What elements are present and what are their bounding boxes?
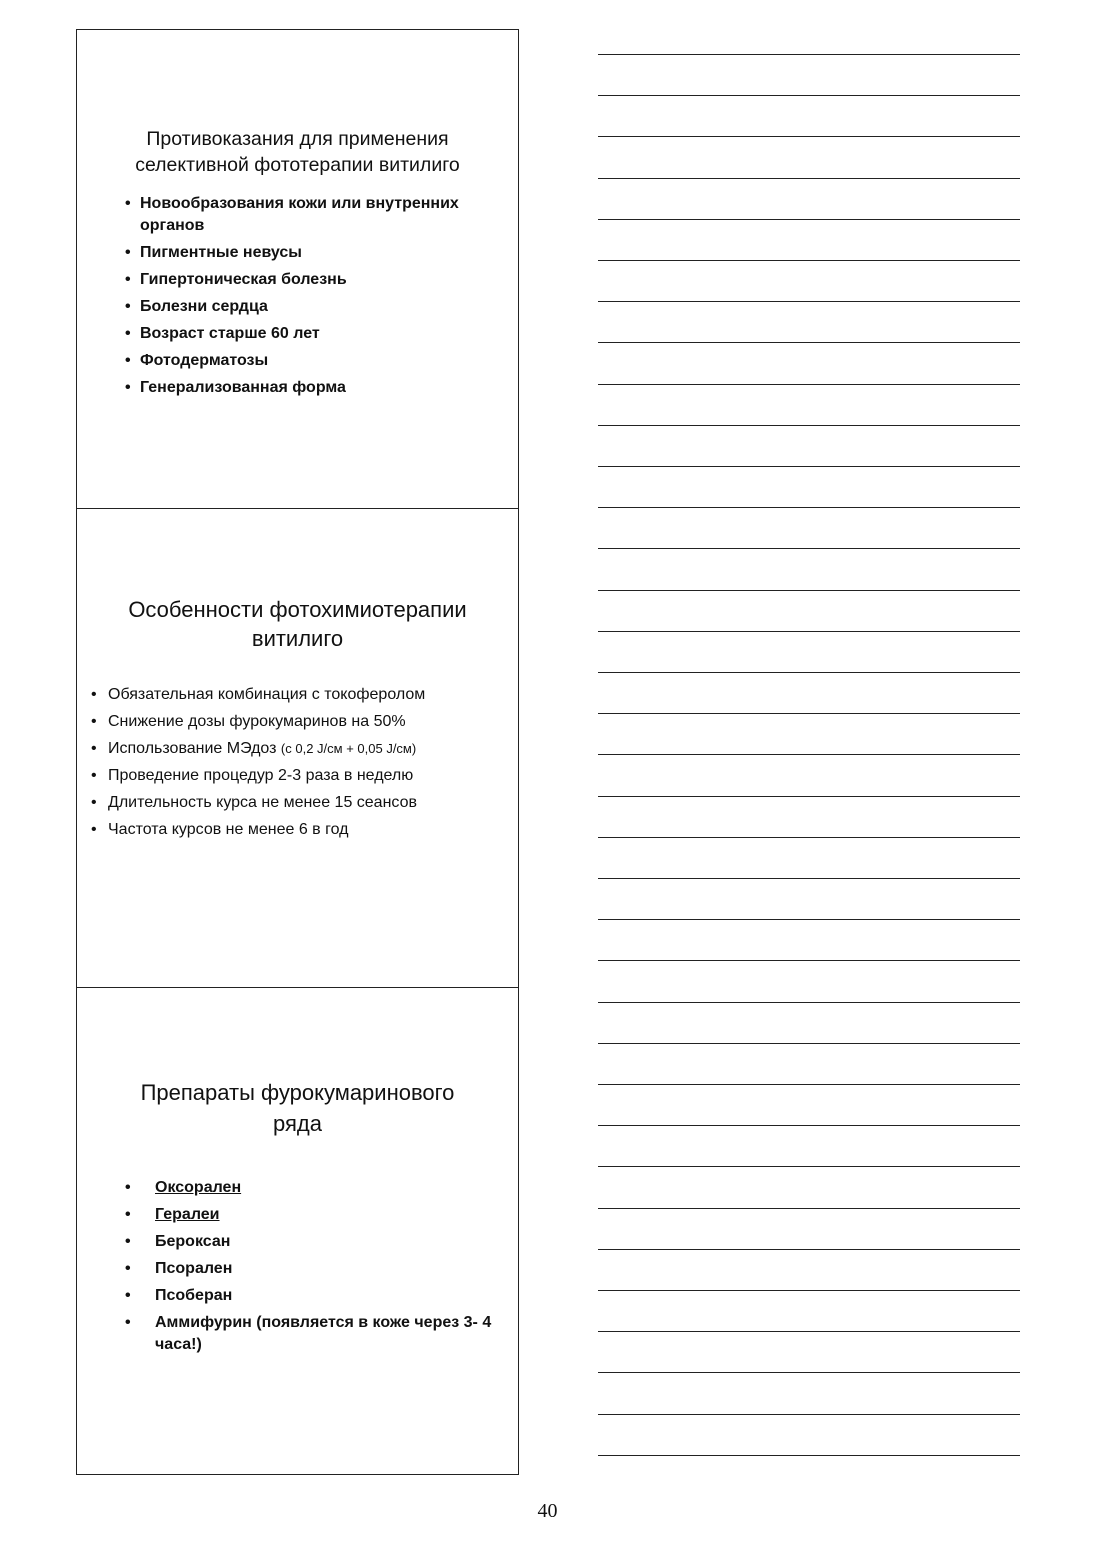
note-line bbox=[598, 919, 1020, 920]
bullet-icon: • bbox=[125, 271, 131, 288]
note-line bbox=[598, 507, 1020, 508]
note-line bbox=[598, 1372, 1020, 1373]
list-item bbox=[91, 819, 511, 841]
list-item-text: Частота курсов не менее 6 в год bbox=[108, 821, 349, 838]
title-line: витилиго bbox=[251, 626, 344, 651]
bullet-icon: • bbox=[125, 195, 131, 212]
title-line: Препараты фурокумаринового bbox=[140, 1080, 455, 1105]
list-item bbox=[125, 242, 495, 264]
list-item bbox=[125, 1231, 505, 1253]
note-line bbox=[598, 754, 1020, 755]
list-item bbox=[125, 1285, 505, 1307]
note-line bbox=[598, 796, 1020, 797]
bullet-icon: • bbox=[91, 740, 97, 757]
list-item-text: Оксорален bbox=[155, 1179, 242, 1196]
slide-photochemotherapy bbox=[77, 509, 518, 988]
bullet-icon: • bbox=[125, 1233, 131, 1250]
slide-title bbox=[77, 1077, 518, 1139]
bullet-icon: • bbox=[91, 713, 97, 730]
list-item bbox=[125, 1312, 505, 1356]
note-line bbox=[598, 1002, 1020, 1003]
note-line bbox=[598, 260, 1020, 261]
bullet-icon: • bbox=[125, 1287, 131, 1304]
list-item-text: Снижение дозы фурокумаринов на 50% bbox=[108, 713, 406, 730]
list-item bbox=[125, 323, 495, 345]
list-item bbox=[125, 269, 495, 291]
note-line bbox=[598, 837, 1020, 838]
bullet-icon: • bbox=[125, 352, 131, 369]
list-item-text: Использование МЭдоз bbox=[108, 740, 277, 757]
dose-note: (с 0,2 J/см + 0,05 J/см) bbox=[280, 741, 417, 756]
bullet-icon: • bbox=[91, 794, 97, 811]
bullet-icon: • bbox=[125, 298, 131, 315]
list-item bbox=[125, 377, 495, 399]
list-item bbox=[125, 350, 495, 372]
bullet-icon: • bbox=[125, 244, 131, 261]
list-item-text: Проведение процедур 2-3 раза в неделю bbox=[108, 767, 414, 784]
slide-contraindications bbox=[77, 30, 518, 509]
bullet-icon: • bbox=[91, 821, 97, 838]
note-line bbox=[598, 1290, 1020, 1291]
list-item bbox=[91, 711, 511, 733]
list-item-text: Аммифурин (появляется в коже через 3- 4 часа!) bbox=[155, 1314, 492, 1353]
list-item bbox=[91, 738, 511, 760]
list-item bbox=[125, 1258, 505, 1280]
list-item-text: Пигментные невусы bbox=[140, 244, 302, 261]
list-item-text: Длительность курса не менее 15 сеансов bbox=[108, 794, 417, 811]
note-line bbox=[598, 548, 1020, 549]
list-item bbox=[125, 296, 495, 318]
bullet-list bbox=[125, 193, 495, 404]
note-line bbox=[598, 1414, 1020, 1415]
note-line bbox=[598, 1331, 1020, 1332]
list-item-text: Болезни сердца bbox=[140, 298, 268, 315]
note-line bbox=[598, 136, 1020, 137]
list-item-text: Обязательная комбинация с токоферолом bbox=[108, 686, 426, 703]
list-item-text: Бероксан bbox=[155, 1233, 231, 1250]
bullet-list bbox=[125, 1177, 505, 1361]
list-item-text: Фотодерматозы bbox=[140, 352, 269, 369]
bullet-icon: • bbox=[125, 379, 131, 396]
note-line bbox=[598, 1249, 1020, 1250]
list-item bbox=[125, 193, 495, 237]
bullet-icon: • bbox=[91, 686, 97, 703]
note-line bbox=[598, 425, 1020, 426]
note-line bbox=[598, 219, 1020, 220]
page-number: 40 bbox=[537, 1500, 558, 1522]
slide-furocoumarins bbox=[77, 988, 518, 1474]
bullet-icon: • bbox=[125, 325, 131, 342]
bullet-icon: • bbox=[125, 1206, 131, 1223]
note-line bbox=[598, 1084, 1020, 1085]
note-line bbox=[598, 301, 1020, 302]
note-line bbox=[598, 1208, 1020, 1209]
note-line bbox=[598, 95, 1020, 96]
list-item-text: Генерализованная форма bbox=[140, 379, 346, 396]
list-item bbox=[91, 765, 511, 787]
list-item-text: Псорален bbox=[155, 1260, 233, 1277]
note-line bbox=[598, 1043, 1020, 1044]
title-line: Противоказания для применения bbox=[146, 128, 449, 150]
note-line bbox=[598, 54, 1020, 55]
note-line bbox=[598, 590, 1020, 591]
title-line: Особенности фотохимиотерапии bbox=[128, 597, 467, 622]
list-item-text: Возраст старше 60 лет bbox=[140, 325, 320, 342]
list-item bbox=[91, 684, 511, 706]
bullet-icon: • bbox=[125, 1260, 131, 1277]
list-item-text: Новообразования кожи или внутренних органов bbox=[140, 195, 459, 234]
note-line bbox=[598, 384, 1020, 385]
note-line bbox=[598, 878, 1020, 879]
title-line: селективной фототерапии витилиго bbox=[135, 154, 460, 176]
list-item bbox=[125, 1204, 505, 1226]
bullet-list bbox=[91, 684, 511, 846]
note-line bbox=[598, 342, 1020, 343]
note-line bbox=[598, 1455, 1020, 1456]
list-item-text: Псоберан bbox=[155, 1287, 233, 1304]
slide-title bbox=[77, 595, 518, 653]
note-line bbox=[598, 631, 1020, 632]
slide-title bbox=[77, 126, 518, 178]
note-line bbox=[598, 1125, 1020, 1126]
list-item bbox=[91, 792, 511, 814]
slides-frame bbox=[76, 29, 519, 1475]
bullet-icon: • bbox=[125, 1179, 131, 1196]
note-line bbox=[598, 960, 1020, 961]
list-item-text: Гипертоническая болезнь bbox=[140, 271, 347, 288]
note-line bbox=[598, 466, 1020, 467]
bullet-icon: • bbox=[91, 767, 97, 784]
note-line bbox=[598, 178, 1020, 179]
note-line bbox=[598, 672, 1020, 673]
title-line: ряда bbox=[273, 1111, 322, 1136]
note-line bbox=[598, 1166, 1020, 1167]
bullet-icon: • bbox=[125, 1314, 131, 1331]
list-item bbox=[125, 1177, 505, 1199]
list-item-text: Гералеи bbox=[155, 1206, 220, 1223]
note-line bbox=[598, 713, 1020, 714]
